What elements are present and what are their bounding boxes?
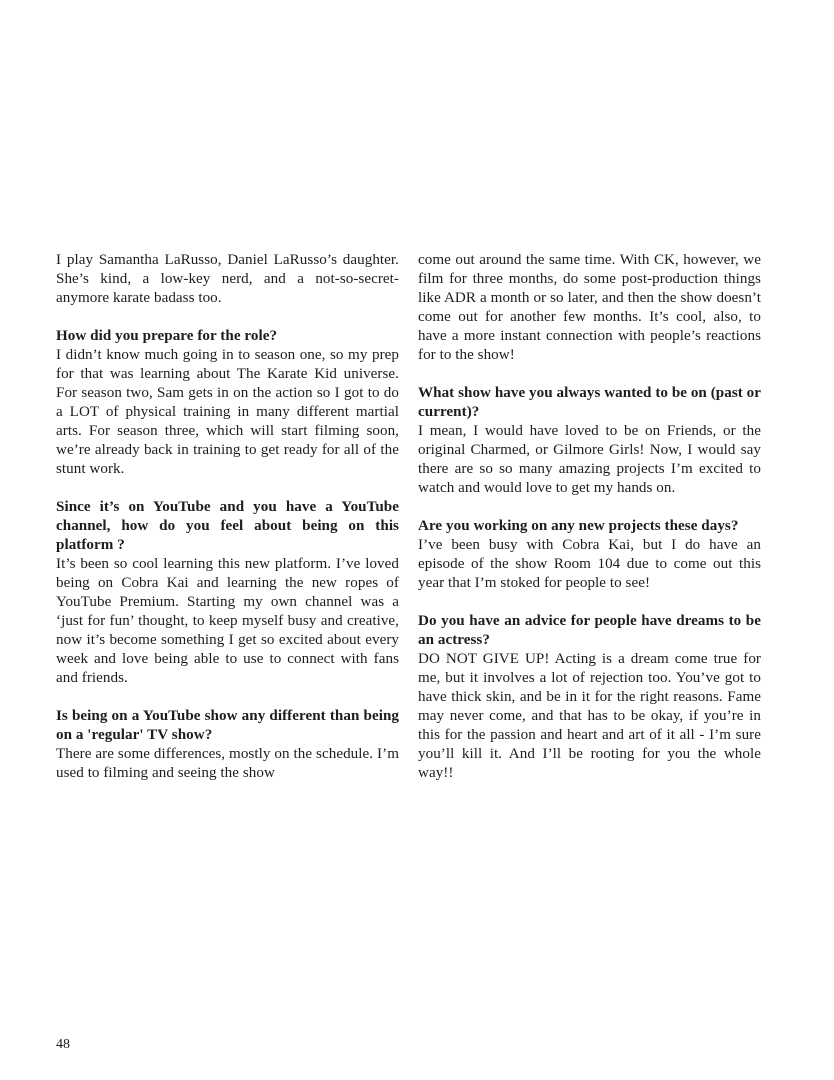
question-advice: Do you have an advice for people have dreams to be an actress? [418, 613, 761, 648]
question-dream-show: What show have you always wanted to be on (past or current)? [418, 385, 761, 420]
answer-advice: DO NOT GIVE UP! Acting is a dream come true for me, but it involves a lot of rejection too. You’ve got to have thick skin, and be in it for the right reasons. Fame may never come, and that has to be okay, if you’re in this for the passion and heart and art of it all - I’m sure you’ll kill it. And I’ll be rooting for you the whole way!! [418, 651, 761, 781]
answer-youtube-vs-tv-part1: There are some differences, mostly on the schedule. I’m used to filming and seeing the show [56, 746, 399, 781]
answer-youtube-vs-tv-part2: come out around the same time. With CK, however, we film for three months, do some post-production things like ADR a month or so later, and then the show doesn’t come out for another few months. It’s cool, also, to have a more instant connection with people’s reactions for to the show! [418, 252, 761, 363]
answer-prepare-role: I didn’t know much going in to season one, so my prep for that was learning about The Karate Kid universe. For season two, Sam gets in on the action so I got to do a LOT of physical training in many different martial arts. For season three, which will start filming soon, we’re already back in training to get ready for all of the stunt work. [56, 347, 399, 477]
question-youtube-platform: Since it’s on YouTube and you have a YouTube channel, how do you feel about being on this platform ? [56, 499, 399, 553]
question-youtube-vs-tv: Is being on a YouTube show any different than being on a 'regular' TV show? [56, 708, 399, 743]
answer-new-projects: I’ve been busy with Cobra Kai, but I do have an episode of the show Room 104 due to come out this year that I’m stoked for people to see! [418, 537, 761, 591]
right-column [418, 251, 761, 783]
answer-youtube-platform: It’s been so cool learning this new platform. I’ve loved being on Cobra Kai and learning the new ropes of YouTube Premium. Starting my own channel was a ‘just for fun’ thought, to keep myself busy and creative, now it’s become something I get so excited about every week and love being able to use to connect with fans and friends. [56, 556, 399, 686]
left-column [56, 251, 399, 783]
page-number: 48 [56, 1037, 70, 1052]
question-new-projects: Are you working on any new projects these days? [418, 518, 739, 534]
answer-dream-show: I mean, I would have loved to be on Friends, or the original Charmed, or Gilmore Girls! Now, I would say there are so so many amazing projects I’m excited to watch and would love to get my hands on. [418, 423, 761, 496]
question-prepare-role: How did you prepare for the role? [56, 328, 278, 344]
intro-paragraph: I play Samantha LaRusso, Daniel LaRusso’s daughter. She’s kind, a low-key nerd, and a not-so-secret-anymore karate badass too. [56, 252, 399, 306]
